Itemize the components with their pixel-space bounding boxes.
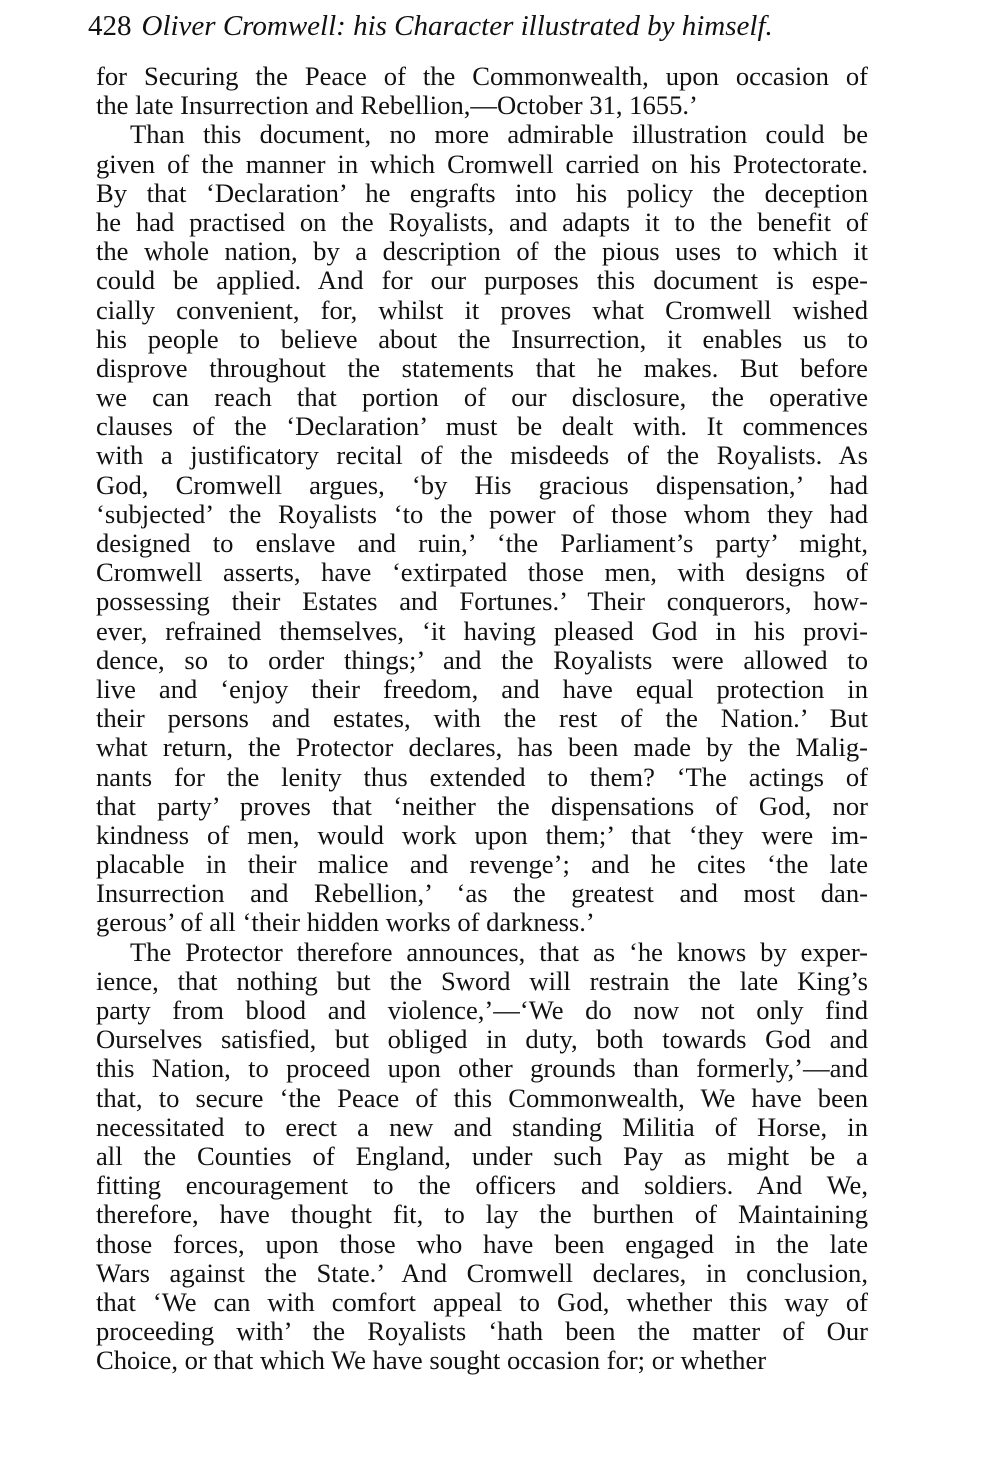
text-line: what return, the Protector declares, has been made by the Malig- [96,732,868,763]
text-line: fitting encouragement to the officers and soldiers. And We, [96,1170,868,1201]
text-line: Choice, or that which We have sought occasion for; or whether [96,1345,767,1376]
paragraph [96,120,868,937]
text-line: Wars against the State.’ And Cromwell declares, in conclusion, [96,1257,868,1288]
text-line: placable in their malice and revenge’; and he cites ‘the late [96,849,868,880]
paragraph [96,938,868,1376]
text-line: the whole nation, by a description of the pious uses to which it [96,236,868,267]
text-line: that party’ proves that ‘neither the dispensations of God, nor [96,790,868,821]
text-line: the late Insurrection and Rebellion,—October 31, 1655.’ [96,90,698,121]
text-line: By that ‘Declaration’ he engrafts into his policy the deception [96,177,868,208]
text-line: with a justificatory recital of the misdeeds of the Royalists. As [96,440,868,471]
text-line: his people to believe about the Insurrection, it enables us to [96,323,868,354]
text-line: God, Cromwell argues, ‘by His gracious dispensation,’ had [96,469,868,500]
text-line: dence, so to order things;’ and the Royalists were allowed to [96,644,868,675]
text-line: live and ‘enjoy their freedom, and have equal protection in [96,673,868,704]
text-line: designed to enslave and ruin,’ ‘the Parliament’s party’ might, [96,528,868,558]
text-line: Ourselves satisfied, but obliged in duty, both towards God and [96,1024,868,1055]
text-line: could be applied. And for our purposes this document is espe- [96,265,868,296]
text-line: those forces, upon those who have been engaged in the late [96,1228,868,1259]
text-line: that ‘We can with comfort appeal to God, whether this way of [96,1286,868,1317]
text-line: necessitated to erect a new and standing Militia of Horse, in [96,1111,868,1142]
text-line: ‘subjected’ the Royalists ‘to the power of those whom they had [96,498,868,529]
text-line: therefore, have thought fit, to lay the burthen of Maintaining [96,1199,868,1230]
running-title: Oliver Cromwell: his Character illustrated by himself. [141,10,773,42]
text-line: gerous’ of all ‘their hidden works of darkness.’ [96,907,595,938]
text-line: we can reach that portion of our disclosure, the operative [96,382,868,413]
text-line: kindness of men, would work upon them;’ that ‘they were im- [96,819,868,850]
text-line: he had practised on the Royalists, and adapts it to the benefit of [96,206,868,237]
text-line: Cromwell asserts, have ‘extirpated those men, with designs of [96,557,868,588]
text-line: party from blood and violence,’—‘We do now not only find [96,995,868,1025]
text-line: Than this document, no more admirable illustration could be [130,119,868,150]
text-line: ience, that nothing but the Sword will restrain the late King’s [96,965,868,996]
text-line: possessing their Estates and Fortunes.’ Their conquerors, how- [96,586,868,617]
text-line: given of the manner in which Cromwell carried on his Protectorate. [96,148,868,179]
paragraph [96,62,868,120]
text-line: clauses of the ‘Declaration’ must be dealt with. It commences [96,411,868,442]
text-line: Insurrection and Rebellion,’ ‘as the greatest and most dan- [96,878,868,909]
text-line: all the Counties of England, under such Pay as might be a [96,1140,868,1171]
text-line: disprove throughout the statements that he makes. But before [96,352,868,383]
body-text [96,62,868,1375]
text-line: ever, refrained themselves, ‘it having pleased God in his provi- [96,615,868,646]
page-number: 428 [88,10,132,42]
text-line: their persons and estates, with the rest of the Nation.’ But [96,703,868,734]
text-line: proceeding with’ the Royalists ‘hath been the matter of Our [96,1316,868,1347]
text-line: The Protector therefore announces, that as ‘he knows by exper- [130,936,868,967]
running-head [88,6,878,46]
text-line: this Nation, to proceed upon other grounds than formerly,’—and [96,1053,868,1084]
text-line: cially convenient, for, whilst it proves what Cromwell wished [96,294,868,325]
text-line: that, to secure ‘the Peace of this Commonwealth, We have been [96,1082,868,1113]
text-line: for Securing the Peace of the Commonwealth, upon occasion of [96,61,868,91]
text-line: nants for the lenity thus extended to them? ‘The actings of [96,761,868,792]
